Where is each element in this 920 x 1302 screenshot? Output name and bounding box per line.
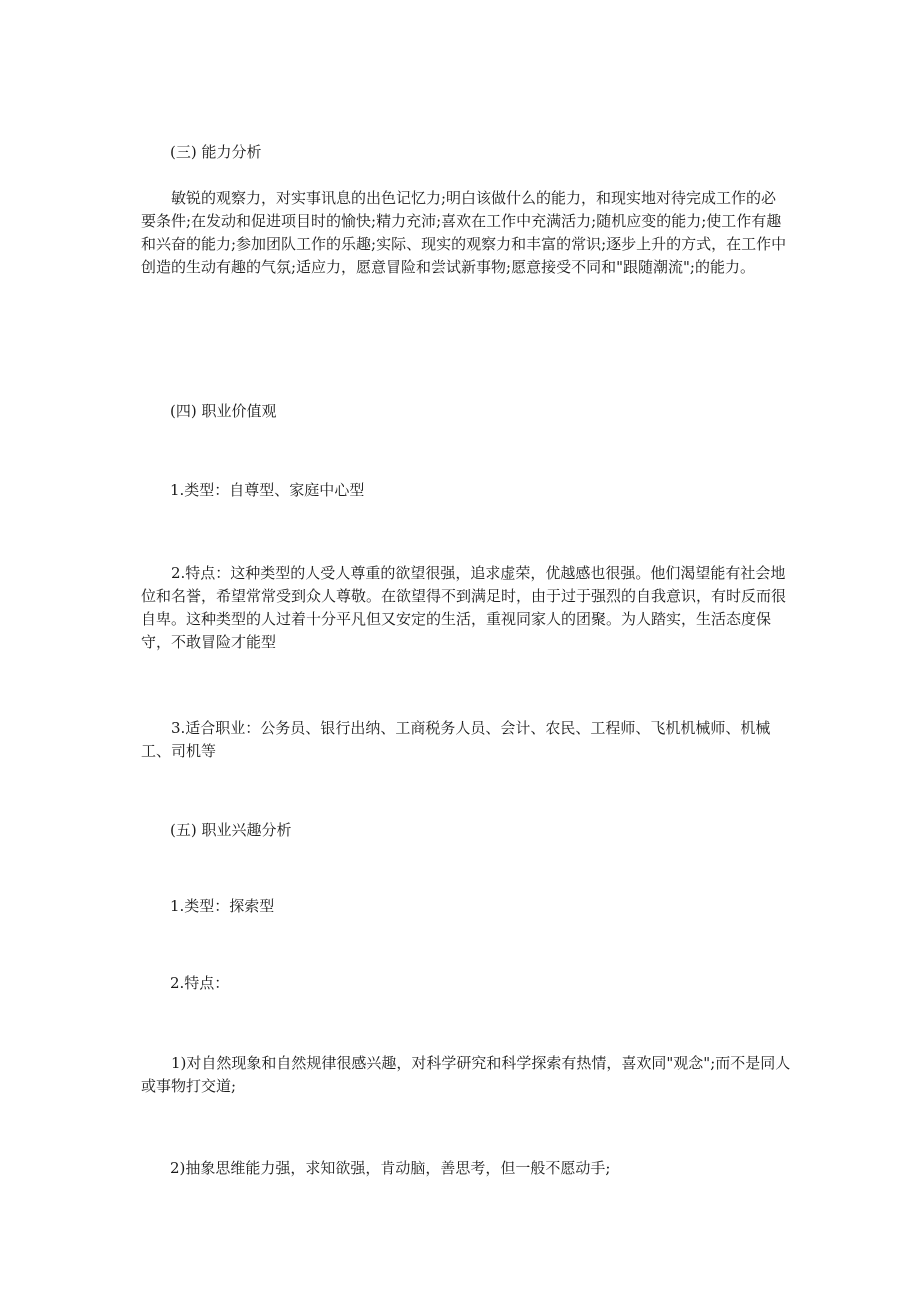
section-heading-interest: (五) 职业兴趣分析	[170, 821, 292, 839]
values-jobs: 3.适合职业：公务员、银行出纳、工商税务人员、会计、农民、工程师、飞机机械师、机械工、司机等	[141, 719, 771, 760]
interest-traits-label: 2.特点：	[170, 974, 230, 992]
section-heading-ability: (三) 能力分析	[170, 143, 262, 161]
interest-trait-item-1: 1)对自然现象和自然规律很感兴趣，对科学研究和科学探索有热情，喜欢同"观念";而不是同人或事物打交道;	[141, 1054, 791, 1095]
ability-paragraph: 敏锐的观察力，对实事讯息的出色记忆力;明白该做什么的能力，和现实地对待完成工作的必要条件;在发动和促进项目时的愉快;精力充沛;喜欢在工作中充满活力;随机应变的能力;使工作有趣和兴奋的能力;参加团队工作的乐趣;实际、现实的观察力和丰富的常识;逐步上升的方式，在工作中创造的生动有趣的气氛;适应力，愿意冒险和尝试新事物;愿意接受不同和"跟随潮流";的能力。	[141, 189, 787, 276]
interest-trait-item-2: 2)抽象思维能力强，求知欲强，肯动脑，善思考，但一般不愿动手;	[170, 1159, 611, 1177]
interest-type: 1.类型：探索型	[170, 897, 275, 915]
values-type: 1.类型：自尊型、家庭中心型	[170, 481, 365, 499]
values-traits: 2.特点：这种类型的人受人尊重的欲望很强，追求虚荣，优越感也很强。他们渴望能有社会地位和名誉，希望常常受到众人尊敬。在欲望得不到满足时，由于过于强烈的自我意识，有时反而很自卑。这种类型的人过着十分平凡但又安定的生活，重视同家人的团聚。为人踏实，生活态度保守，不敢冒险才能型	[141, 564, 787, 651]
section-heading-values: (四) 职业价值观	[170, 402, 277, 420]
